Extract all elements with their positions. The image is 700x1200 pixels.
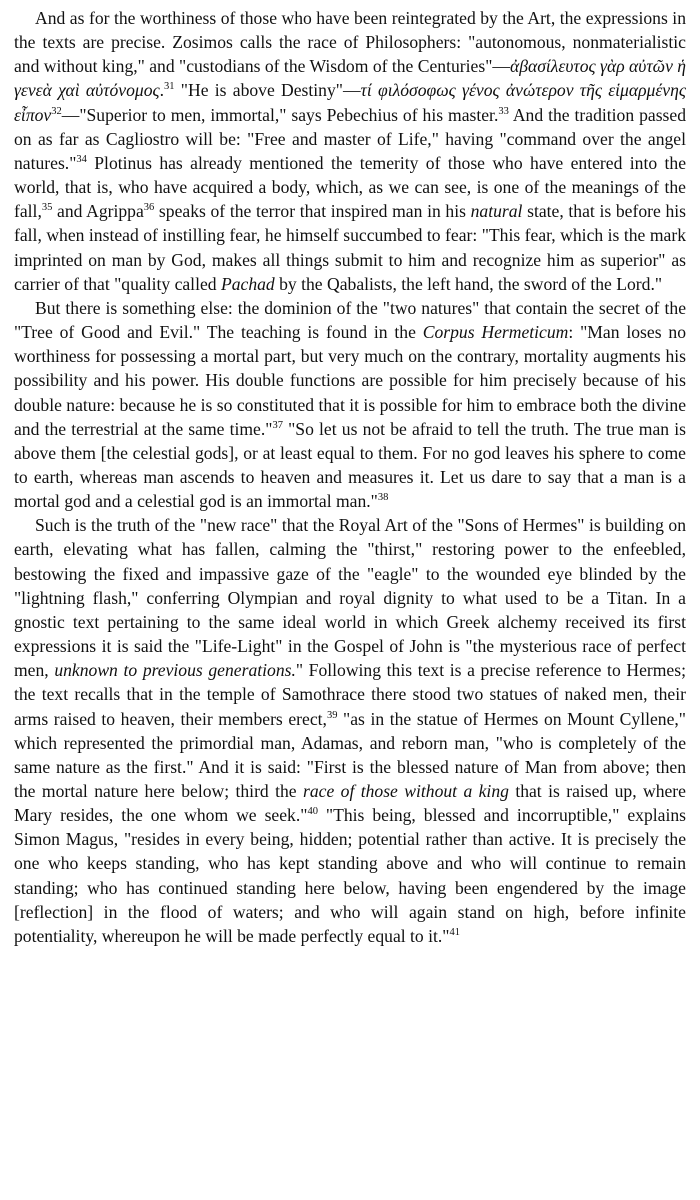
text-run: "He is above Destiny"— xyxy=(174,80,361,101)
greek-quotation: ἀβασίλευτος γὰρ αὐτῶν ἡ γενεὰ χαὶ αὐτόνομος xyxy=(14,56,687,101)
footnote-ref: 37 xyxy=(272,419,283,431)
text-run: "This being, blessed and incorruptible," explains Simon Magus, "resides in every being, hidden; potential rather than active. It is precisely the one who keeps standing, who has kept standing above and who will continue to remain standing; who has continued standing here below, having been engendered by the image [reflection] in the flood of waters; and who will again stand on high, before infinite potentiality, whereupon he will be made perfectly equal to it." xyxy=(14,805,686,946)
text-run: by the Qabalists, the left hand, the sword of the Lord." xyxy=(274,273,663,294)
footnote-ref: 40 xyxy=(307,806,318,818)
footnote-ref: 34 xyxy=(76,153,87,165)
footnote-ref: 41 xyxy=(449,926,460,938)
paragraph-1 xyxy=(14,6,686,296)
emphasized-text: unknown to previous generations. xyxy=(54,660,296,681)
footnote-ref: 32 xyxy=(51,105,62,117)
footnote-ref: 33 xyxy=(498,105,509,117)
text-run: And the tradition passed on as far as Cagliostro will be: "Free and master of Life," having "command over the angel natures." xyxy=(14,104,686,173)
footnote-ref: 36 xyxy=(143,202,155,214)
footnote-ref: 38 xyxy=(377,492,389,504)
text-run: and Agrippa xyxy=(52,201,144,222)
text-run: " Following this text is a precise reference to Hermes; the text recalls that in the temple of Samothrace there stood two statues of naked men, their arms raised to heaven, their members erect, xyxy=(14,660,686,729)
text-run: that is raised up, where Mary resides, the one whom we seek." xyxy=(14,781,686,826)
text-run: Plotinus has already mentioned the temerity of those who have entered into the world, that is, who have acquired a body, which, as we can see, is one of the meanings of the fall, xyxy=(14,152,686,222)
text-run: state, that is before his fall, when instead of instilling fear, he himself succumbed to fear: "This fear, which is the mark imprinted on man by God, makes all things submit to him and recognize him as superior" as carrier of that "quality called xyxy=(14,201,686,294)
text-run: But there is something else: the dominion of the "two natures" that contain the secret of the "Tree of Good and Evil." The teaching is found in the xyxy=(14,297,686,343)
text-run: "So let us not be afraid to tell the truth. The true man is above them [the celestial gods], or at least equal to them. For no god leaves his sphere to come to earth, whereas man ascends to heaven and measures it. Let us dare to say that a man is a mortal god and a celestial god is an immortal man." xyxy=(14,418,686,512)
emphasized-text: race of those without a king xyxy=(303,781,509,801)
text-run: . xyxy=(159,80,165,101)
emphasized-text: natural xyxy=(470,201,523,222)
footnote-ref: 39 xyxy=(326,709,338,721)
paragraph-2 xyxy=(14,296,686,513)
text-run: And as for the worthiness of those who have been reintegrated by the Art, the expressions in the texts are precise. Zosimos calls the race of Philosophers: "autonomous, nonmaterialistic and without king," and "custodians of the Wisdom of the Centuries"— xyxy=(14,8,686,77)
footnote-ref: 31 xyxy=(164,81,175,93)
emphasized-text: Corpus Hermeticum xyxy=(422,322,569,343)
greek-quotation: τί φιλόσοφως γένος ἀνώτερον τῆς εἱμαρμένης εἶπον xyxy=(14,80,686,125)
emphasized-text: Pachad xyxy=(220,273,275,294)
footnote-ref: 35 xyxy=(41,202,53,214)
text-run: : "Man loses no worthiness for possessing a mortal part, but very much on the contrary, mortality augments his possibility and his power. His double functions are possible for him precisely because of his double nature: because he is so constituted that it is possible for him to embrace both the divine and the terrestrial at the same time." xyxy=(14,322,686,439)
text-run: Such is the truth of the "new race" that the Royal Art of the "Sons of Hermes" is building on earth, elevating what has fallen, calming the "thirst," restoring power to the enfeebled, bestowing the fixed and impassive gaze of the "eagle" to the wounded eye blinded by the "lightning flash," conferring Olympian and royal dignity to what used to be a Titan. In a gnostic text pertaining to the same ideal world in which Greek alchemy received its first expressions it is said the "Life-Light" in the Gospel of John is "the mysterious race of perfect men, xyxy=(14,515,686,681)
text-run: speaks of the terror that inspired man in his xyxy=(154,201,471,222)
text-run: —"Superior to men, immortal," says Pebechius of his master. xyxy=(61,104,499,125)
text-run: "as in the statue of Hermes on Mount Cyllene," which represented the primordial man, Adamas, and reborn man, "who is completely of the same nature as the first." And it is said: "First is the blessed nature of Man from above; then the mortal nature here below; third the xyxy=(14,708,686,801)
paragraph-3 xyxy=(14,513,686,948)
